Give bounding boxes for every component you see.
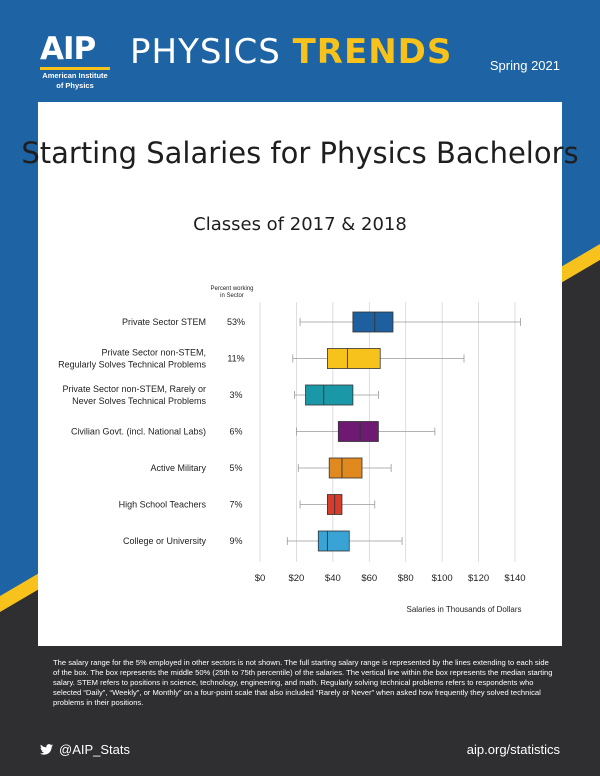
chart-subtitle: Classes of 2017 & 2018 — [193, 214, 407, 235]
category-label: Regularly Solves Technical Problems — [58, 359, 206, 370]
percent-label: 3% — [229, 390, 243, 400]
gridlines — [260, 302, 515, 562]
percent-label: 6% — [229, 426, 243, 437]
tick-label: $140 — [504, 573, 526, 584]
social-handle: @AIP_Stats — [59, 742, 131, 757]
iqr-box — [306, 385, 353, 405]
brand-physics: PHYSICS — [130, 32, 281, 72]
category-label: Private Sector non-STEM, — [101, 347, 206, 358]
site-link[interactable]: aip.org/statistics — [466, 742, 560, 757]
tick-label: $40 — [324, 573, 341, 584]
category-labels — [58, 317, 245, 546]
category-label: College or University — [122, 536, 206, 546]
brand-trends: TRENDS — [292, 32, 453, 72]
logo-letters: AIP — [40, 31, 96, 67]
tick-label: $0 — [254, 573, 266, 584]
tick-labels — [255, 573, 526, 584]
pct-header-line-2: in Sector — [220, 293, 244, 299]
category-label: Private Sector STEM — [121, 317, 206, 327]
tick-label: $80 — [397, 573, 414, 584]
iqr-box — [329, 458, 362, 478]
percent-label: 9% — [229, 536, 243, 546]
iqr-box — [338, 422, 378, 442]
iqr-box — [327, 349, 380, 369]
percent-label: 53% — [226, 317, 246, 327]
category-label: High School Teachers — [118, 499, 206, 510]
chart-title: Starting Salaries for Physics Bachelors — [21, 136, 579, 170]
logo-subtitle-2: of Physics — [56, 81, 94, 90]
tick-label: $60 — [361, 573, 378, 584]
social-handle-link[interactable] — [40, 742, 130, 757]
percent-label: 5% — [229, 463, 243, 473]
logo-subtitle-1: American Institute — [42, 71, 108, 80]
twitter-bird-icon — [40, 744, 53, 755]
issue-date: Spring 2021 — [489, 58, 560, 73]
footnote: The salary range for the 5% employed in other sectors is not shown. The full starting salary range is represented by the lines extending to each side of the box. The box represents the middle 50% (25th to 75th percentile) of the salaries. The vertical line within the box represents the median starting salary. STEM refers to positions in science, technology, engineering, and math. Regularly solving technical problems refers to respondents who selected “Daily”, “Weekly”, or Monthly” on a four-point scale that also included “Rarely or Never” when asked how frequently they solved technical problems in their positions. — [53, 658, 553, 707]
x-axis-title: Salaries in Thousands of Dollars — [406, 605, 522, 614]
category-label: Civilian Govt. (incl. National Labs) — [70, 426, 206, 437]
tick-label: $100 — [431, 573, 453, 584]
category-label: Never Solves Technical Problems — [72, 396, 206, 406]
category-label: Private Sector non-STEM, Rarely or — [62, 384, 206, 394]
iqr-box — [353, 312, 393, 332]
iqr-box — [318, 531, 349, 551]
tick-label: $20 — [288, 573, 305, 584]
category-label: Active Military — [150, 463, 206, 473]
percent-label: 7% — [229, 499, 243, 510]
boxes — [287, 312, 520, 551]
tick-label: $120 — [468, 573, 490, 584]
pct-header-line-1: Percent working — [210, 286, 254, 292]
percent-label: 11% — [227, 353, 245, 364]
